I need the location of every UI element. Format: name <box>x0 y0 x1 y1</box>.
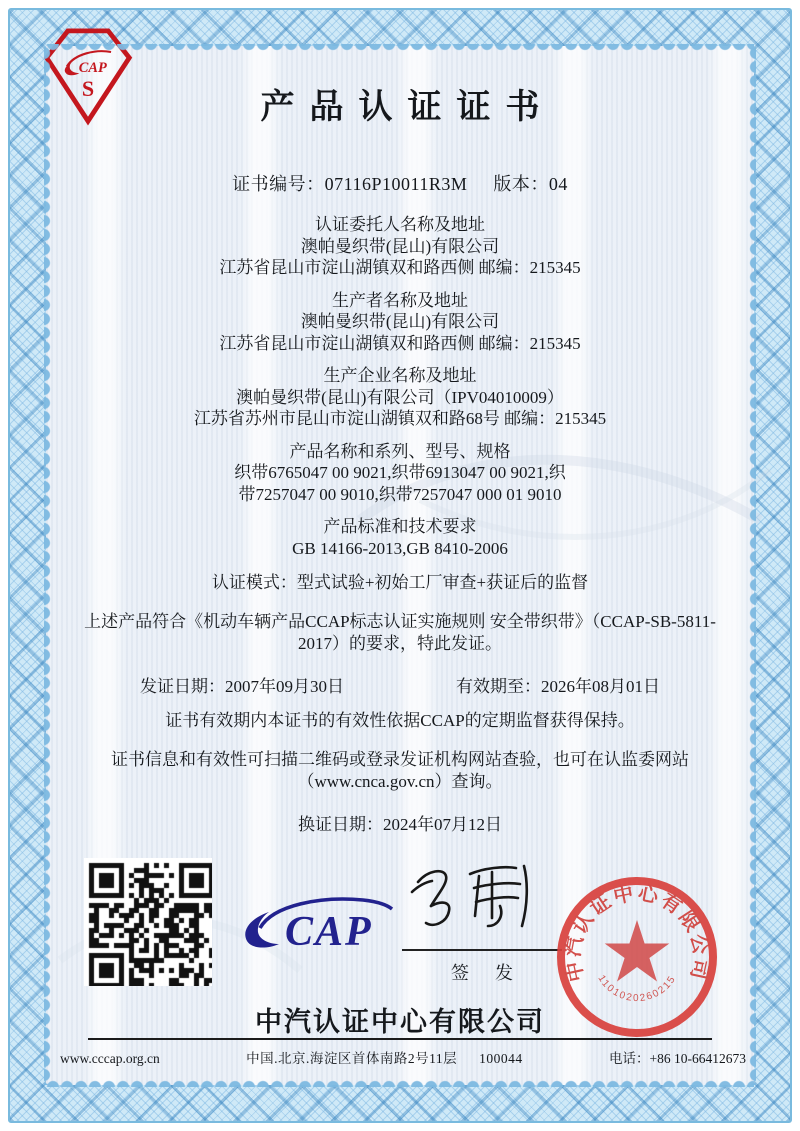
version-value: 04 <box>548 174 568 194</box>
seal-ring-text: 中汽认证中心有限公司 <box>562 882 712 984</box>
conformity-statement: 上述产品符合《机动车辆产品CCAP标志认证实施规则 安全带织带》（CCAP-SB-5811-2017）的要求，特此发证。 <box>84 612 716 653</box>
signature-line <box>402 949 562 951</box>
section-heading: 产品标准和技术要求 <box>323 517 477 536</box>
footer-address: 中国.北京.海淀区首体南路2号11层 100044 <box>246 1051 523 1066</box>
certificate-body <box>46 46 754 852</box>
product-models-line1: 织带6765047 00 9021,织带6913047 00 9021,织 <box>234 463 566 482</box>
footer-website: www.cccap.org.cn <box>60 1051 160 1066</box>
section-heading: 产品名称和系列、型号、规格 <box>289 441 511 461</box>
footer <box>60 1047 746 1067</box>
product-models-line2: 带7257047 00 9010,织带7257047 000 01 9010 <box>238 484 562 504</box>
svg-text:1101020260215 <box>595 973 678 1004</box>
expiry-date: 有效期至：2026年08月01日 <box>456 677 660 696</box>
producer-address: 江苏省昆山市淀山湖镇双和路西侧 邮编：215345 <box>219 333 581 353</box>
factory-section <box>46 365 754 430</box>
section-heading: 生产企业名称及地址 <box>323 366 477 385</box>
diamond-cap-text: CAP <box>78 60 107 77</box>
footer-phone: 电话：+86 10-66412673 <box>609 1051 746 1066</box>
factory-address: 江苏省苏州市昆山市淀山湖镇双和路68号 邮编：215345 <box>193 409 607 428</box>
cert-no-value: 07116P10011R3M <box>324 174 468 194</box>
verification-note: 证书信息和有效性可扫描二维码或登录发证机构网站查验，也可在认监委网站（www.cnca.gov.cn）查询。 <box>111 750 689 791</box>
validity-maintenance-note: 证书有效期内本证书的有效性依据CCAP的定期监督获得保持。 <box>165 711 635 730</box>
section-heading: 生产者名称及地址 <box>332 290 468 310</box>
footer-postcode: 100044 <box>479 1051 523 1066</box>
issuer-company-name: 中汽认证中心有限公司 <box>255 1007 545 1037</box>
ccap-logo-text: CAP <box>285 909 373 955</box>
handwritten-signature <box>402 856 562 944</box>
date-line <box>46 672 754 697</box>
signature-block <box>402 856 562 985</box>
applicant-section <box>46 214 754 279</box>
certificate-number-line <box>46 170 754 196</box>
factory-name: 澳帕曼织带(昆山)有限公司（IPV04010009） <box>236 387 564 407</box>
diamond-s-text: S <box>81 76 95 102</box>
seal-serial-number: 1101020260215 <box>595 973 679 1005</box>
renewal-date-line: 换证日期：2024年07月12日 <box>298 815 502 834</box>
seal-star <box>605 920 670 982</box>
applicant-address: 江苏省昆山市淀山湖镇双和路西侧 邮编：215345 <box>219 258 581 277</box>
producer-section <box>46 290 754 355</box>
signed-by-label: 签发 <box>451 963 539 983</box>
standard-codes: GB 14166-2013,GB 8410-2006 <box>292 538 508 558</box>
certificate-title: 产品认证证书 <box>260 89 555 126</box>
issue-date: 发证日期：2007年09月30日 <box>140 677 344 696</box>
company-seal <box>552 872 722 1042</box>
certification-mode: 认证模式：型式试验+初始工厂审查+获证后的监督 <box>211 573 589 592</box>
producer-name: 澳帕曼织带(昆山)有限公司 <box>300 312 500 331</box>
product-section <box>46 441 754 506</box>
ccap-logo <box>233 892 405 960</box>
version-label: 版本： <box>493 174 549 194</box>
border-scallop-bottom <box>46 1079 754 1087</box>
applicant-name: 澳帕曼织带(昆山)有限公司 <box>300 236 500 256</box>
cert-no-label: 证书编号： <box>232 174 325 194</box>
section-heading: 认证委托人名称及地址 <box>315 215 485 234</box>
standard-section <box>46 516 754 559</box>
qr-code <box>84 858 212 986</box>
